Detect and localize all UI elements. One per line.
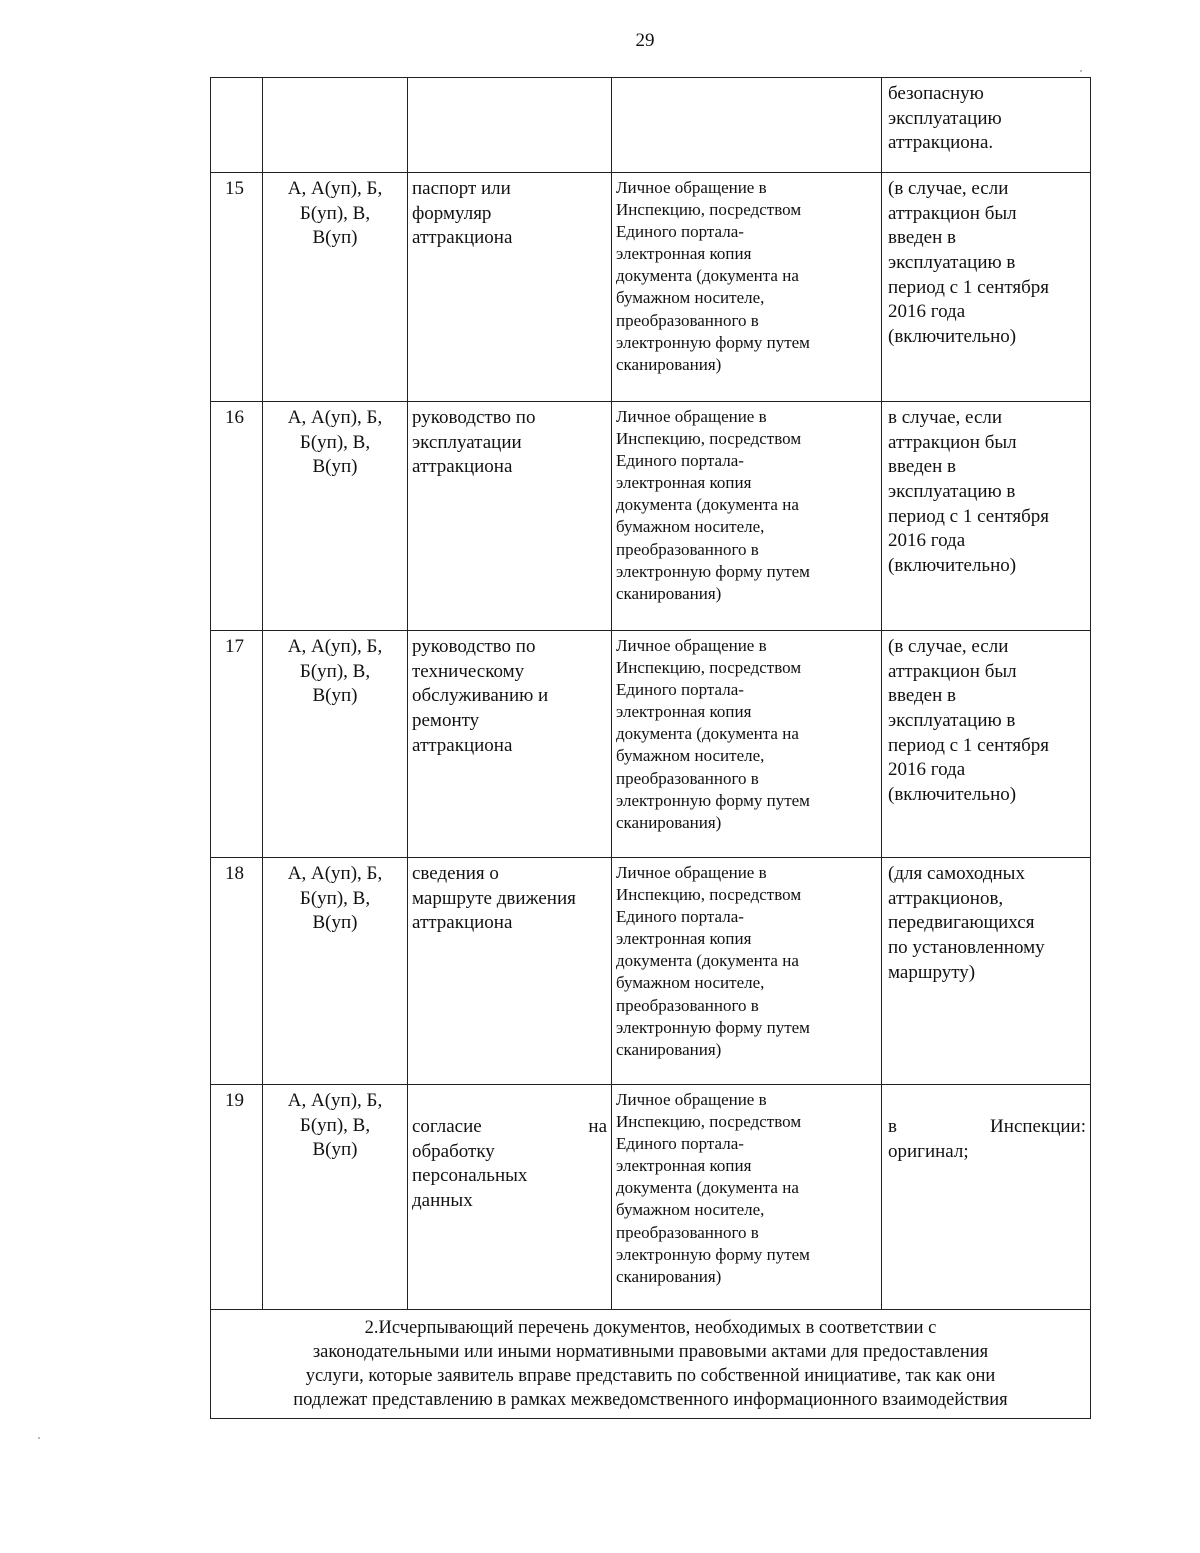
note-line: аттракционов, bbox=[888, 887, 1004, 909]
note-line: 2016 года bbox=[888, 530, 966, 552]
category-line: Б(уп), В, bbox=[299, 202, 371, 224]
method-line: электронная копия bbox=[616, 929, 752, 949]
method-line: Личное обращение в bbox=[616, 636, 767, 655]
cell-document bbox=[408, 402, 612, 631]
section-heading-line: 2.Исчерпывающий перечень документов, необходимых в соответствии с bbox=[364, 1318, 937, 1338]
cell-num bbox=[211, 402, 263, 631]
document-line: аттракциона bbox=[412, 456, 513, 478]
table-row bbox=[211, 173, 1091, 402]
cell-note bbox=[882, 858, 1091, 1085]
note-line: эксплуатацию в bbox=[888, 252, 1016, 274]
document-line: формуляр bbox=[412, 202, 492, 224]
cell-category bbox=[263, 858, 408, 1085]
table-row bbox=[211, 1085, 1091, 1310]
method-line: документа (документа на bbox=[616, 495, 799, 515]
note-line: период с 1 сентября bbox=[888, 505, 1050, 527]
cell-category bbox=[263, 173, 408, 402]
method-line: документа (документа на bbox=[616, 1178, 799, 1198]
method-line: электронную форму путем bbox=[616, 790, 810, 810]
note-line: безопасную bbox=[888, 83, 984, 104]
cell-note bbox=[882, 402, 1091, 631]
document-line: сведения о bbox=[412, 863, 499, 884]
method-line: электронную форму путем bbox=[616, 1244, 810, 1264]
method-line: сканирования) bbox=[616, 1266, 722, 1286]
method-line: Единого портала- bbox=[616, 451, 744, 471]
method-line: Единого портала- bbox=[616, 222, 744, 242]
cell-num bbox=[211, 1085, 263, 1310]
method-line: преобразованного в bbox=[616, 310, 759, 330]
note-line: в Инспекции: bbox=[888, 1116, 1086, 1137]
document-line: паспорт или bbox=[412, 178, 511, 199]
cell-document bbox=[408, 173, 612, 402]
cell-category bbox=[263, 1085, 408, 1310]
cell-document bbox=[408, 78, 612, 173]
row-number: 16 bbox=[225, 407, 244, 428]
documents-table bbox=[210, 77, 1091, 1419]
note-line: аттракцион был bbox=[888, 431, 1017, 453]
note-line: (для самоходных bbox=[888, 863, 1025, 884]
note-line: (включительно) bbox=[888, 326, 1017, 348]
method-line: сканирования) bbox=[616, 583, 722, 603]
document-line: аттракциона bbox=[412, 912, 513, 934]
cell-num bbox=[211, 631, 263, 858]
row-number: 15 bbox=[225, 178, 244, 199]
note-line: период с 1 сентября bbox=[888, 734, 1050, 756]
cell-method bbox=[612, 1085, 882, 1310]
category-line: А, А(уп), Б, bbox=[287, 1090, 383, 1111]
note-line: (включительно) bbox=[888, 555, 1017, 577]
cell-document bbox=[408, 1085, 612, 1310]
category-line: А, А(уп), Б, bbox=[287, 178, 383, 199]
method-line: Инспекцию, посредством bbox=[616, 885, 802, 905]
method-line: электронная копия bbox=[616, 702, 752, 722]
note-line: 2016 года bbox=[888, 759, 966, 781]
section-heading-line: законодательными или иными нормативными правовыми актами для предоставления bbox=[312, 1342, 989, 1363]
row-number: 19 bbox=[225, 1090, 244, 1111]
note-line: по установленному bbox=[888, 937, 1045, 959]
section-heading-line: услуги, которые заявитель вправе представить по собственной инициативе, так как они bbox=[305, 1366, 996, 1387]
category-line: В(уп) bbox=[312, 227, 358, 249]
cell-category bbox=[263, 631, 408, 858]
method-line: бумажном носителе, bbox=[616, 1200, 765, 1220]
cell-note bbox=[882, 1085, 1091, 1310]
note-line: эксплуатацию в bbox=[888, 710, 1016, 732]
category-line: А, А(уп), Б, bbox=[287, 863, 383, 884]
method-line: документа (документа на bbox=[616, 266, 799, 286]
cell-num bbox=[211, 858, 263, 1085]
category-line: В(уп) bbox=[312, 1139, 358, 1161]
method-line: документа (документа на bbox=[616, 951, 799, 971]
note-line: период с 1 сентября bbox=[888, 276, 1050, 298]
method-line: электронную форму путем bbox=[616, 561, 810, 581]
note-line: введен в bbox=[888, 685, 957, 707]
note-line: оригинал; bbox=[888, 1140, 969, 1162]
document-line: руководство по bbox=[412, 407, 536, 428]
note-line: (в случае, если bbox=[888, 636, 1009, 657]
method-line: бумажном носителе, bbox=[616, 288, 765, 308]
note-line: аттракцион был bbox=[888, 202, 1017, 224]
category-line: А, А(уп), Б, bbox=[287, 407, 383, 428]
cell-document bbox=[408, 631, 612, 858]
row-number: 17 bbox=[225, 636, 244, 657]
cell-num bbox=[211, 78, 263, 173]
method-line: Инспекцию, посредством bbox=[616, 429, 802, 449]
category-line: Б(уп), В, bbox=[299, 1114, 371, 1136]
document-line: обслуживанию и bbox=[412, 685, 549, 707]
note-line: (в случае, если bbox=[888, 178, 1009, 199]
cell-document bbox=[408, 858, 612, 1085]
table-row bbox=[211, 631, 1091, 858]
method-line: электронную форму путем bbox=[616, 332, 810, 352]
note-line: передвигающихся bbox=[888, 912, 1035, 934]
note-line: 2016 года bbox=[888, 301, 966, 323]
method-line: Единого портала- bbox=[616, 680, 744, 700]
method-line: электронная копия bbox=[616, 473, 752, 493]
category-line: Б(уп), В, bbox=[299, 660, 371, 682]
cell-note bbox=[882, 631, 1091, 858]
category-line: В(уп) bbox=[312, 912, 358, 934]
method-line: преобразованного в bbox=[616, 768, 759, 788]
method-line: бумажном носителе, bbox=[616, 517, 765, 537]
method-line: документа (документа на bbox=[616, 724, 799, 744]
page-number: 29 bbox=[635, 30, 655, 51]
method-line: электронную форму путем bbox=[616, 1017, 810, 1037]
method-line: преобразованного в bbox=[616, 1222, 759, 1242]
note-line: в случае, если bbox=[888, 407, 1003, 428]
table-row bbox=[211, 402, 1091, 631]
method-line: электронная копия bbox=[616, 1156, 752, 1176]
method-line: Единого портала- bbox=[616, 907, 744, 927]
cell-method bbox=[612, 173, 882, 402]
cell-num bbox=[211, 173, 263, 402]
category-line: В(уп) bbox=[312, 456, 358, 478]
section-heading-row bbox=[211, 1310, 1091, 1419]
document-line: техническому bbox=[412, 660, 525, 682]
category-line: Б(уп), В, bbox=[299, 431, 371, 453]
document-line: маршруте движения bbox=[412, 887, 576, 909]
category-line: А, А(уп), Б, bbox=[287, 636, 383, 657]
cell-method bbox=[612, 402, 882, 631]
section-heading bbox=[211, 1310, 1091, 1419]
document-line: аттракциона bbox=[412, 227, 513, 249]
note-line: аттракцион был bbox=[888, 660, 1017, 682]
table-row bbox=[211, 858, 1091, 1085]
spacer bbox=[888, 1089, 1086, 1115]
method-line: электронная копия bbox=[616, 244, 752, 264]
note-line: маршруту) bbox=[888, 961, 976, 983]
document-line: эксплуатации bbox=[412, 431, 522, 453]
document-line: обработку bbox=[412, 1140, 495, 1162]
method-line: бумажном носителе, bbox=[616, 746, 765, 766]
method-line: Инспекцию, посредством bbox=[616, 658, 802, 678]
method-line: сканирования) bbox=[616, 812, 722, 832]
cell-category bbox=[263, 402, 408, 631]
row-number: 18 bbox=[225, 863, 244, 884]
category-line: Б(уп), В, bbox=[299, 887, 371, 909]
method-line: Личное обращение в bbox=[616, 407, 767, 426]
method-line: Личное обращение в bbox=[616, 1090, 767, 1109]
document-line: аттракциона bbox=[412, 734, 513, 756]
cell-method bbox=[612, 858, 882, 1085]
document-line: данных bbox=[412, 1190, 473, 1212]
table-row-continuation bbox=[211, 78, 1091, 173]
method-line: Личное обращение в bbox=[616, 863, 767, 882]
document-line: персональных bbox=[412, 1165, 528, 1187]
method-line: преобразованного в bbox=[616, 539, 759, 559]
cell-category bbox=[263, 78, 408, 173]
note-line: (включительно) bbox=[888, 784, 1017, 806]
spacer bbox=[412, 1089, 607, 1115]
method-line: Единого портала- bbox=[616, 1134, 744, 1154]
method-line: сканирования) bbox=[616, 354, 722, 374]
document-line: согласие на bbox=[412, 1116, 607, 1137]
method-line: преобразованного в bbox=[616, 995, 759, 1015]
note-line: аттракциона. bbox=[888, 132, 994, 154]
method-line: бумажном носителе, bbox=[616, 973, 765, 993]
method-line: сканирования) bbox=[616, 1039, 722, 1059]
cell-note bbox=[882, 173, 1091, 402]
category-line: В(уп) bbox=[312, 685, 358, 707]
cell-method bbox=[612, 78, 882, 173]
section-heading-line: подлежат представлению в рамках межведомственного информационного взаимодействия bbox=[293, 1390, 1008, 1411]
method-line: Личное обращение в bbox=[616, 178, 767, 197]
method-line: Инспекцию, посредством bbox=[616, 1112, 802, 1132]
method-line: Инспекцию, посредством bbox=[616, 200, 802, 220]
cell-method bbox=[612, 631, 882, 858]
document-line: руководство по bbox=[412, 636, 536, 657]
note-line: эксплуатацию в bbox=[888, 481, 1016, 503]
document-line: ремонту bbox=[412, 710, 480, 732]
cell-note bbox=[882, 78, 1091, 173]
note-line: эксплуатацию bbox=[888, 107, 1002, 129]
note-line: введен в bbox=[888, 227, 957, 249]
note-line: введен в bbox=[888, 456, 957, 478]
